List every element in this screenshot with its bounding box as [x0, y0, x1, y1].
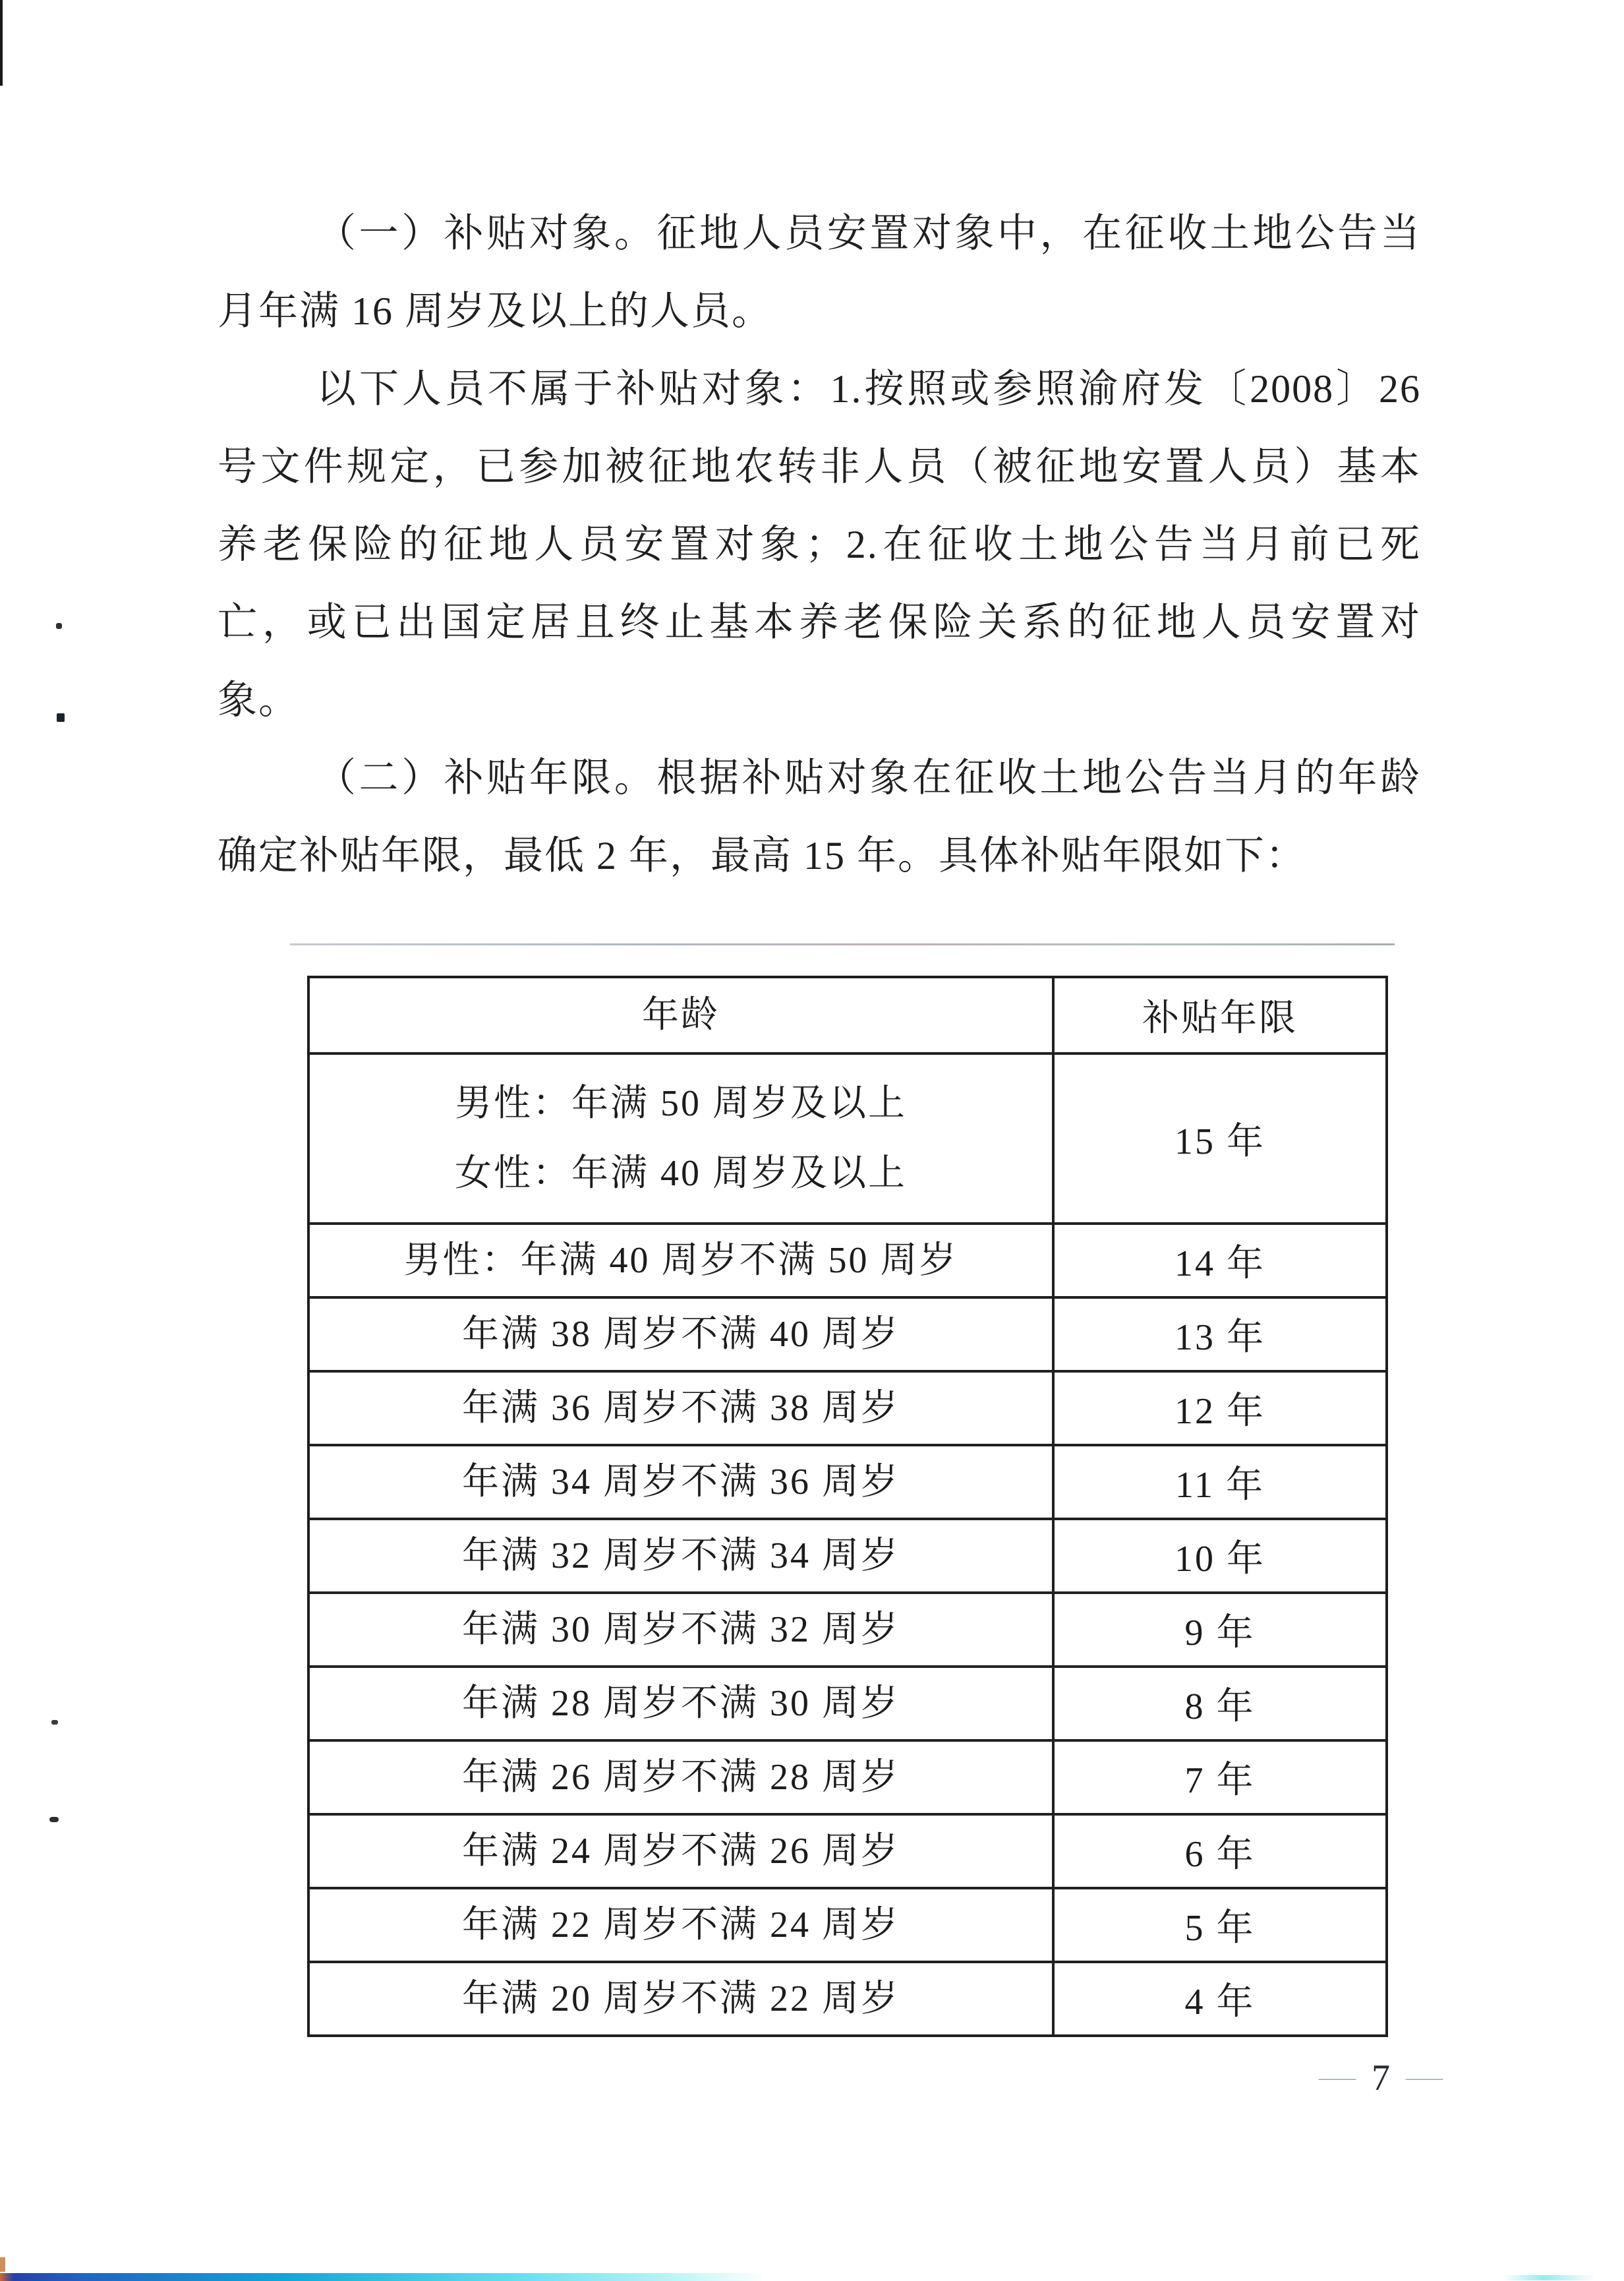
body-text [218, 194, 1421, 895]
age-cell: 年满 22 周岁不满 24 周岁 [310, 1889, 1055, 1961]
margin-dot [56, 623, 62, 629]
text-line: 以下人员不属于补贴对象：1.按照或参照渝府发〔2008〕26 [316, 367, 1421, 411]
header-years: 补贴年限 [1142, 998, 1298, 1039]
age-cell: 年满 28 周岁不满 30 周岁 [310, 1668, 1055, 1739]
scan-bottom-orange-mark [0, 2257, 5, 2272]
years-cell: 12 年 [1174, 1391, 1265, 1432]
years-cell: 11 年 [1175, 1465, 1265, 1506]
age-cell: 年满 20 周岁不满 22 周岁 [310, 1963, 1055, 2034]
years-cell: 14 年 [1174, 1243, 1265, 1284]
text-line: 月年满 16 周岁及以上的人员。 [218, 289, 772, 333]
age-cell [310, 1055, 1055, 1222]
margin-dot [51, 1720, 58, 1725]
table-row [310, 1887, 1385, 1961]
page-number-dash-left: — [1319, 2067, 1356, 2088]
years-cell: 7 年 [1184, 1760, 1256, 1801]
text-line: 象。 [218, 678, 299, 722]
table-row [310, 1813, 1385, 1887]
text-line: 亡，或已出国定居且终止基本养老保险关系的征地人员安置对 [218, 601, 1421, 644]
header-age: 年龄 [310, 978, 1055, 1052]
years-cell: 9 年 [1184, 1613, 1256, 1653]
text-line: 养老保险的征地人员安置对象；2.在征收土地公告当月前已死 [218, 523, 1421, 566]
age-cell: 年满 32 周岁不满 34 周岁 [310, 1520, 1055, 1591]
scan-ghost-line [290, 943, 1395, 945]
age-line: 男性：年满 50 周岁及以上 [455, 1082, 907, 1124]
years-cell: 4 年 [1184, 1982, 1256, 2023]
table-row [310, 1665, 1385, 1739]
table-row [310, 1961, 1385, 2034]
years-cell: 10 年 [1174, 1539, 1265, 1580]
age-cell: 年满 26 周岁不满 28 周岁 [310, 1742, 1055, 1813]
page-number-dash-right: — [1406, 2067, 1443, 2088]
table-row [310, 1296, 1385, 1370]
age-cell: 男性：年满 40 周岁不满 50 周岁 [310, 1225, 1055, 1296]
table-row [310, 1591, 1385, 1665]
age-cell: 年满 36 周岁不满 38 周岁 [310, 1373, 1055, 1444]
text-line: （二）补贴年限。根据补贴对象在征收土地公告当月的年龄 [316, 756, 1421, 800]
years-cell: 6 年 [1184, 1834, 1256, 1875]
subsidy-table [307, 976, 1388, 2037]
text-line: 确定补贴年限，最低 2 年，最高 15 年。具体补贴年限如下： [218, 834, 1306, 877]
scan-bottom-color-strip [0, 2273, 765, 2281]
margin-dot [57, 713, 65, 722]
table-row [310, 1518, 1385, 1591]
scan-bottom-color-strip-right [1503, 2275, 1595, 2280]
text-line: 号文件规定，已参加被征地农转非人员（被征地安置人员）基本 [218, 445, 1421, 489]
age-cell: 年满 38 周岁不满 40 周岁 [310, 1299, 1055, 1370]
table-row [310, 1370, 1385, 1444]
age-line: 女性：年满 40 周岁及以上 [455, 1153, 907, 1194]
age-cell: 年满 34 周岁不满 36 周岁 [310, 1446, 1055, 1518]
table-row [310, 1222, 1385, 1296]
years-cell: 5 年 [1184, 1908, 1256, 1949]
age-cell: 年满 24 周岁不满 26 周岁 [310, 1816, 1055, 1887]
text-line: （一）补贴对象。征地人员安置对象中，在征收土地公告当 [316, 212, 1421, 255]
scan-edge-line [0, 0, 3, 86]
margin-dot [49, 1817, 59, 1822]
table-header-row [310, 978, 1385, 1052]
table-row [310, 1739, 1385, 1813]
years-cell: 15 年 [1174, 1121, 1265, 1162]
years-cell: 13 年 [1174, 1317, 1265, 1358]
years-cell: 8 年 [1184, 1686, 1256, 1727]
table-row [310, 1444, 1385, 1518]
age-cell: 年满 30 周岁不满 32 周岁 [310, 1594, 1055, 1665]
page-number-value: 7 [1372, 2058, 1390, 2098]
page-number [1308, 2052, 1453, 2104]
table-row [310, 1052, 1385, 1222]
